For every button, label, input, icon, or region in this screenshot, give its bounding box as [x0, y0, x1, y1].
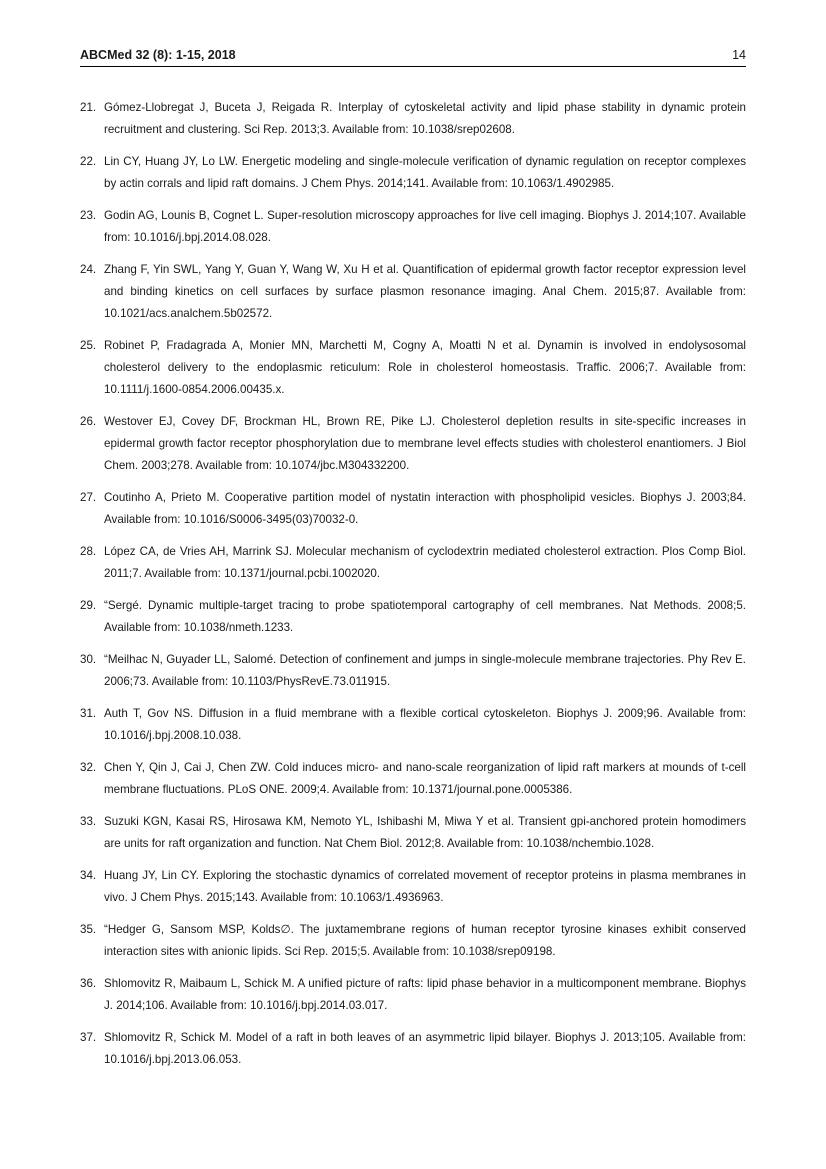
reference-text: Suzuki KGN, Kasai RS, Hirosawa KM, Nemoto YL, Ishibashi M, Miwa Y et al. Transient gpi-anchored protein homodimers are units for raft organization and function. Nat Chem Biol. 2012;8. Available from: 10.1038/nchembio.1028.: [104, 815, 746, 850]
reference-number: 27.: [80, 491, 97, 504]
reference-text: Coutinho A, Prieto M. Cooperative partition model of nystatin interaction with phospholipid vesicles. Biophys J. 2003;84. Available from: 10.1016/S0006-3495(03)70032-0.: [104, 491, 746, 526]
reference-item: [80, 757, 746, 801]
page-header: [80, 48, 746, 67]
reference-text: Lin CY, Huang JY, Lo LW. Energetic modeling and single-molecule verification of dynamic regulation on receptor complexes by actin corrals and lipid raft domains. J Chem Phys. 2014;141. Available from: 10.1063/1.4902985.: [104, 155, 746, 190]
journal-citation: ABCMed 32 (8): 1-15, 2018: [80, 48, 236, 62]
reference-item: [80, 649, 746, 693]
reference-text: Robinet P, Fradagrada A, Monier MN, Marchetti M, Cogny A, Moatti N et al. Dynamin is involved in endolysosomal cholesterol delivery to the endoplasmic reticulum: Role in cholesterol homeostasis. Traffic. 2006;7. Available from: 10.1111/j.1600-0854.2006.00435.x.: [104, 339, 746, 396]
page-number: 14: [732, 48, 746, 62]
reference-item: [80, 97, 746, 141]
reference-item: [80, 335, 746, 401]
reference-number: 32.: [80, 761, 97, 774]
reference-text: Auth T, Gov NS. Diffusion in a fluid membrane with a flexible cortical cytoskeleton. Biophys J. 2009;96. Available from: 10.1016/j.bpj.2008.10.038.: [104, 707, 746, 742]
reference-number: 36.: [80, 977, 97, 990]
reference-text: Godin AG, Lounis B, Cognet L. Super-resolution microscopy approaches for live cell imaging. Biophys J. 2014;107. Available from: 10.1016/j.bpj.2014.08.028.: [104, 209, 746, 244]
reference-number: 37.: [80, 1031, 97, 1044]
reference-item: [80, 973, 746, 1017]
reference-item: [80, 151, 746, 195]
reference-number: 26.: [80, 415, 97, 428]
reference-list: [80, 97, 746, 1081]
reference-text: Zhang F, Yin SWL, Yang Y, Guan Y, Wang W, Xu H et al. Quantification of epidermal growth factor receptor expression level and binding kinetics on cell surfaces by surface plasmon resonance imaging. Anal Chem. 2015;87. Available from: 10.1021/acs.analchem.5b02572.: [104, 263, 746, 320]
reference-item: [80, 595, 746, 639]
reference-item: [80, 411, 746, 477]
reference-text: “Hedger G, Sansom MSP, Kolds∅. The juxtamembrane regions of human receptor tyrosine kinases exhibit conserved interaction sites with anionic lipids. Sci Rep. 2015;5. Available from: 10.1038/srep09198.: [104, 923, 746, 958]
reference-text: Westover EJ, Covey DF, Brockman HL, Brown RE, Pike LJ. Cholesterol depletion results in site-specific increases in epidermal growth factor receptor phosphorylation due to membrane level effects studies with cholesterol enantiomers. J Biol Chem. 2003;278. Available from: 10.1074/jbc.M304332200.: [104, 415, 746, 472]
reference-number: 33.: [80, 815, 97, 828]
reference-text: Chen Y, Qin J, Cai J, Chen ZW. Cold induces micro- and nano-scale reorganization of lipid raft markers at mounds of t-cell membrane fluctuations. PLoS ONE. 2009;4. Available from: 10.1371/journal.pone.0005386.: [104, 761, 746, 796]
reference-number: 35.: [80, 923, 97, 936]
reference-text: Shlomovitz R, Maibaum L, Schick M. A unified picture of rafts: lipid phase behavior in a multicomponent membrane. Biophys J. 2014;106. Available from: 10.1016/j.bpj.2014.03.017.: [104, 977, 746, 1012]
reference-number: 30.: [80, 653, 97, 666]
reference-number: 23.: [80, 209, 97, 222]
reference-number: 24.: [80, 263, 97, 276]
reference-item: [80, 259, 746, 325]
reference-item: [80, 919, 746, 963]
reference-item: [80, 865, 746, 909]
reference-number: 29.: [80, 599, 97, 612]
reference-text: Gómez-Llobregat J, Buceta J, Reigada R. Interplay of cytoskeletal activity and lipid phase stability in dynamic protein recruitment and clustering. Sci Rep. 2013;3. Available from: 10.1038/srep02608.: [104, 101, 746, 136]
reference-item: [80, 541, 746, 585]
reference-number: 25.: [80, 339, 97, 352]
reference-text: Shlomovitz R, Schick M. Model of a raft in both leaves of an asymmetric lipid bilayer. Biophys J. 2013;105. Available from: 10.1016/j.bpj.2013.06.053.: [104, 1031, 746, 1066]
reference-number: 31.: [80, 707, 97, 720]
reference-item: [80, 703, 746, 747]
reference-item: [80, 487, 746, 531]
reference-text: Huang JY, Lin CY. Exploring the stochastic dynamics of correlated movement of receptor proteins in plasma membranes in vivo. J Chem Phys. 2015;143. Available from: 10.1063/1.4936963.: [104, 869, 746, 904]
reference-text: López CA, de Vries AH, Marrink SJ. Molecular mechanism of cyclodextrin mediated cholesterol extraction. Plos Comp Biol. 2011;7. Available from: 10.1371/journal.pcbi.1002020.: [104, 545, 746, 580]
reference-number: 22.: [80, 155, 97, 168]
reference-text: “Sergé. Dynamic multiple-target tracing to probe spatiotemporal cartography of cell membranes. Nat Methods. 2008;5. Available from: 10.1038/nmeth.1233.: [104, 599, 746, 634]
reference-item: [80, 811, 746, 855]
reference-number: 34.: [80, 869, 97, 882]
reference-item: [80, 1027, 746, 1071]
reference-text: “Meilhac N, Guyader LL, Salomé. Detection of confinement and jumps in single-molecule membrane trajectories. Phy Rev E. 2006;73. Available from: 10.1103/PhysRevE.73.011915.: [104, 653, 746, 688]
reference-number: 21.: [80, 101, 97, 114]
reference-number: 28.: [80, 545, 97, 558]
reference-item: [80, 205, 746, 249]
